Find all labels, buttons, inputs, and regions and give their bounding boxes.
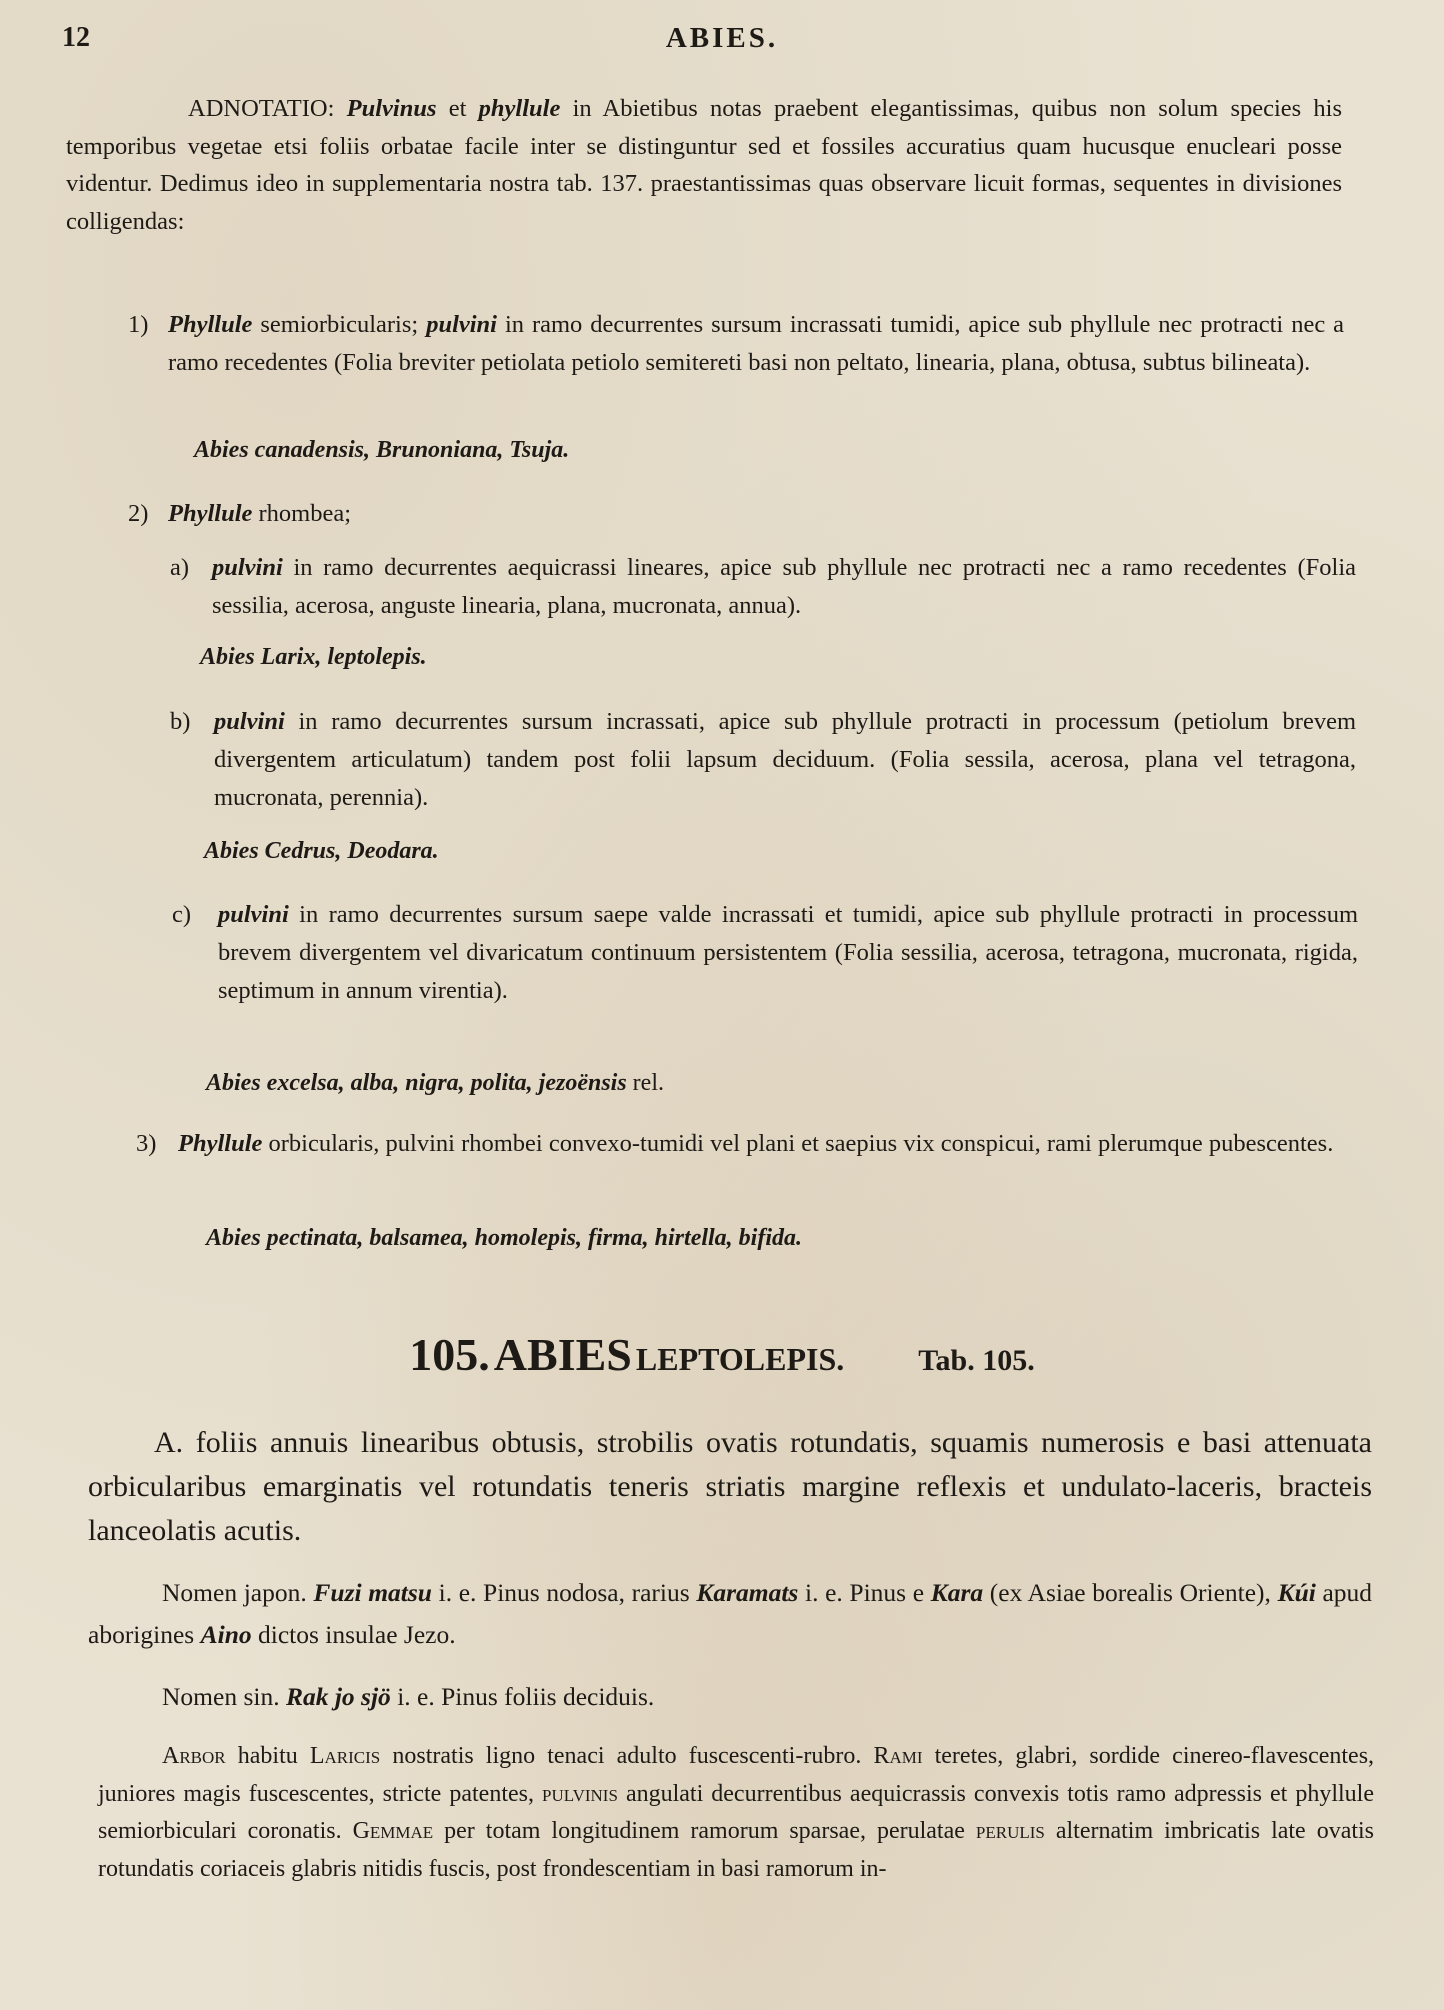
species-list-2b: Abies Cedrus, Deodara.	[204, 838, 439, 864]
plate-reference: Tab. 105.	[918, 1344, 1035, 1377]
list-item-2: 2) Phyllule rhombea;	[128, 495, 1344, 533]
list-marker: a)	[170, 554, 190, 581]
adnotatio-label: ADNOTATIO:	[188, 95, 335, 122]
list-marker: 2)	[128, 500, 149, 527]
nomen-sin-paragraph: Nomen sin. Rak jo sjö i. e. Pinus foliis deciduis.	[162, 1682, 655, 1711]
species-list-1: Abies canadensis, Brunoniana, Tsuja.	[194, 437, 570, 463]
list-marker: c)	[172, 901, 192, 928]
section-heading	[0, 1328, 1444, 1381]
list-item-2c: c) pulvini in ramo decurrentes sursum saepe valde incrassati et tumidi, apice sub phyllule protracti in processum brevem divergentem vel divaricatum continuum persistentem (Folia sessilia, acerosa, tetragona, mucronata, rigida, septimum in annum virentia).	[172, 896, 1358, 1010]
list-marker: b)	[170, 708, 191, 735]
section-number: 105.	[409, 1329, 490, 1380]
diagnosis-paragraph: A. foliis annuis linearibus obtusis, strobilis ovatis rotundatis, squamis numerosis e basi attenuata orbicularibus emarginatis vel rotundatis teneris striatis margine reflexis et undulato-laceris, bracteis lanceolatis acutis.	[88, 1426, 1372, 1547]
list-item-2a: a) pulvini in ramo decurrentes aequicrassi lineares, apice sub phyllule nec protracti nec a ramo recedentes (Folia sessilia, acerosa, anguste linearia, plana, mucronata, annua).	[170, 549, 1356, 625]
running-title: ABIES.	[665, 22, 779, 54]
page-number: 12	[62, 22, 90, 53]
section-genus: ABIES	[493, 1329, 632, 1380]
list-marker: 3)	[136, 1130, 157, 1157]
adnotatio-paragraph: ADNOTATIO: Pulvinus et phyllule in Abietibus notas praebent elegantissimas, quibus non solum species his temporibus vegetae etsi foliis orbatae facile inter se distinguntur sed et fossiles accuratius quam hucusque enucleari posse videntur. Dedimus ideo in supplementaria nostra tab. 137. praestantissimas quas observare licuit formas, sequentes in divisiones colligendas:	[66, 95, 1343, 235]
page-header	[62, 22, 1382, 62]
list-item-1: 1) Phyllule semiorbicularis; pulvini in ramo decurrentes sursum incrassati tumidi, apice sub phyllule nec protracti nec a ramo recedentes (Folia breviter petiolata petiolo semitereti basi non peltato, linearia, plana, obtusa, subtus bilineata).	[128, 306, 1344, 382]
species-list-2c: Abies excelsa, alba, nigra, polita, jezoënsis rel.	[206, 1070, 664, 1096]
species-list-2a: Abies Larix, leptolepis.	[200, 644, 427, 670]
arbor-paragraph: Arbor habitu Laricis nostratis ligno tenaci adulto fuscescenti-rubro. Rami teretes, glabri, sordide cinereo-flavescentes, juniores magis fuscescentes, stricte patentes, pulvinis angulati decurrentibus aequicrassis convexis totis ramo adpressis et phyllule semiorbiculari coronatis. Gemmae per totam longitudinem ramorum sparsae, perulatae perulis alternatim imbricatis late ovatis rotundatis coriaceis glabris nitidis fuscis, post frondescentiam in basi ramorum in-	[98, 1743, 1375, 1882]
species-list-3: Abies pectinata, balsamea, homolepis, firma, hirtella, bifida.	[206, 1225, 803, 1251]
list-marker: 1)	[128, 311, 149, 338]
section-epithet: LEPTOLEPIS.	[635, 1341, 845, 1377]
nomen-japon-paragraph: Nomen japon. Fuzi matsu i. e. Pinus nodosa, rarius Karamats i. e. Pinus e Kara (ex Asiae borealis Oriente), Kúi apud aborigines Aino dictos insulae Jezo.	[88, 1578, 1373, 1649]
list-item-2b: b) pulvini in ramo decurrentes sursum incrassati, apice sub phyllule protracti in processum (petiolum brevem divergentem articulatum) tandem post folii lapsum deciduum. (Folia sessila, acerosa, plana vel tetragona, mucronata, perennia).	[170, 703, 1356, 817]
list-item-3: 3) Phyllule orbicularis, pulvini rhombei convexo-tumidi vel plani et saepius vix conspicui, rami plerumque pubescentes.	[136, 1125, 1364, 1163]
